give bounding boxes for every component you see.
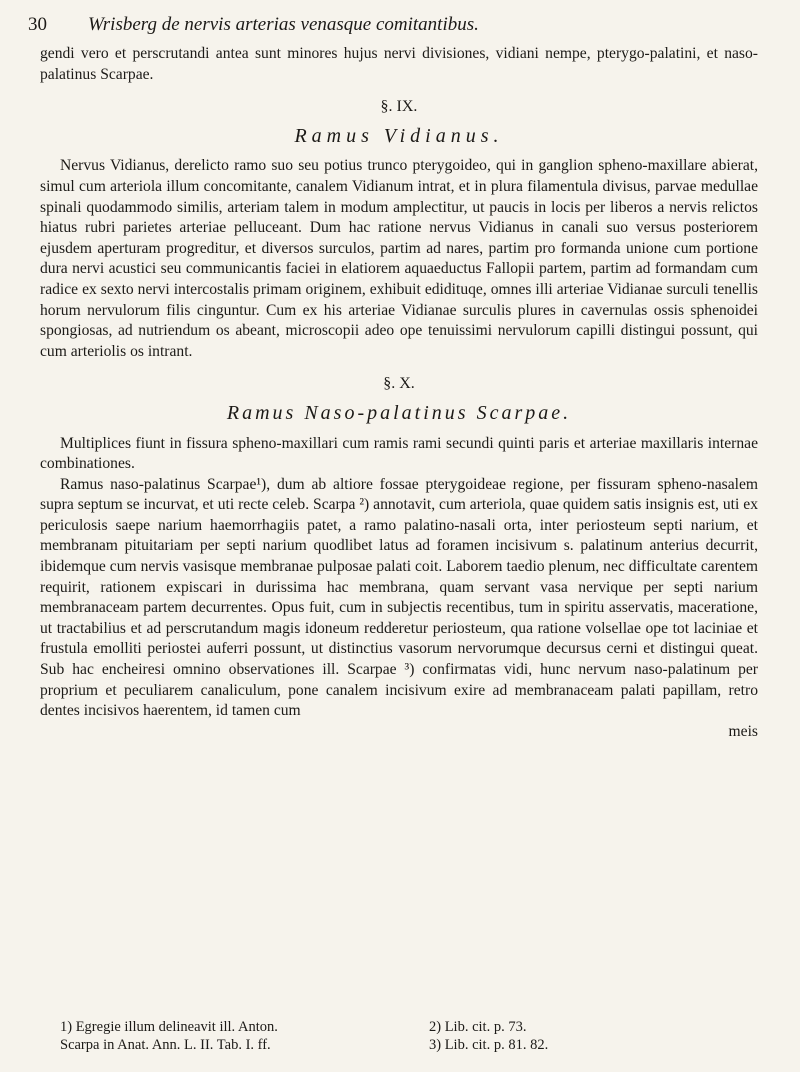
footnotes: [40, 1018, 758, 1054]
section-x-paragraph-1: Multiplices fiunt in fissura spheno-maxillari cum ramis rami secundi quinti paris et arteriae maxillaris internae combinationes.: [40, 434, 758, 473]
catchword: meis: [728, 722, 758, 740]
section-ix-title: Ramus Vidianus.: [294, 124, 504, 147]
footnote-2: 2) Lib. cit. p. 73.: [429, 1019, 527, 1035]
section-x-paragraph-2: Ramus naso-palatinus Scarpae¹), dum ab altiore fossae pterygoideae regione, per fissuram spheno-nasalem supra septum se incurvat, et uti recte celeb. Scarpa ²) annotavit, cum arteriola, quae quidem satis insignis est, uti ex periculosis saepe narium haemorrhagiis patet, a ramo palatino-nasali orta, inter periosteum septi narium, et membranam pituitariam per septi narium quodlibet latus ad foramen incisivum s. palatinum anterius decurrit, ibidemque cum nervis vasisque membranae pulposae palati coit. Laborem taedio plenum, nec difficultate carentem requirit, rationem expiscari in durissima hac membrana, quam servant vasa nervique per septi narium membranaceam partem decurrentes. Opus fuit, cum in subjectis recentibus, tum in spiritu asservatis, maceratione, ut tractabilius et ad perscrutandum magis idoneum redderetur periosteum, qua ratione volsellae ope tot laciniae et frustula emolliti periostei auferri possunt, ut distinctius vasorum nervorumque decursus cerni et distingui queat. Sub hac encheiresi omnino observationes ill. Scarpae ³) confirmatas vidi, hunc nervum naso-palatinum per proprium et peculiarem canaliculum, pone canalem incisivum exire ad membranaceam palati papillam, retro dentes incisivos haerentem, id tamen cum: [40, 475, 758, 720]
footnote-1-line-2: Scarpa in Anat. Ann. L. II. Tab. I. ff.: [60, 1037, 271, 1053]
section-ix-number: §. IX.: [380, 98, 418, 116]
footnote-3: 3) Lib. cit. p. 81. 82.: [429, 1037, 549, 1053]
section-x-number: §. X.: [383, 375, 415, 393]
page-header: [28, 14, 768, 40]
intro-paragraph: gendi vero et perscrutandi antea sunt minores hujus nervi divisiones, vidiani nempe, pterygo-palatini, et naso-palatinus Scarpae.: [40, 45, 758, 83]
running-head: Wrisberg de nervis arterias venasque comitantibus.: [88, 14, 479, 35]
section-ix-paragraph: Nervus Vidianus, derelicto ramo suo seu potius trunco pterygoideo, qui in ganglion spheno-maxillare abierat, simul cum arteriola illum concomitante, canalem Vidianum intrat, et in plura filamentula divisus, parvae medullae spinali quodammodo similis, arteriam talem in modum amplectitur, ut paucis in locis per liberos a nervis relictos hiatus rubri parietes arteriae pelluceant. Dum hac ratione nervus Vidianus in canali suo versus posteriorem ejusdem aperturam progreditur, et diversos surculos, partim ad nares, partim pro formanda unione cum portione dura nervi acustici seu communicantis faciei in elatiorem aquaeductus Fallopii partem, partim ad formandam cum radice ex sexto nervi intercostalis primam originem, exhibuit edidituqe, omnes illi arteriae Vidianae surculi tenellis horum nervulorum filis cinguntur. Cum ex his arteriae Vidianae surculis plures in cavernulas ossis sphenoidei spongiosas, ad nutriendum os abeant, microscopii adeo ope tenuissimi nervulorum capilli distingui possunt, qui cum arteriolis os intrant.: [40, 157, 758, 360]
footnotes-right-column: [389, 1018, 758, 1054]
footnotes-left-column: [40, 1018, 389, 1054]
footnote-1-line-1: 1) Egregie illum delineavit ill. Anton.: [60, 1019, 278, 1035]
body-text: [40, 44, 758, 742]
page-number: 30: [28, 14, 47, 35]
section-x-title: Ramus Naso-palatinus Scarpae.: [226, 401, 572, 424]
